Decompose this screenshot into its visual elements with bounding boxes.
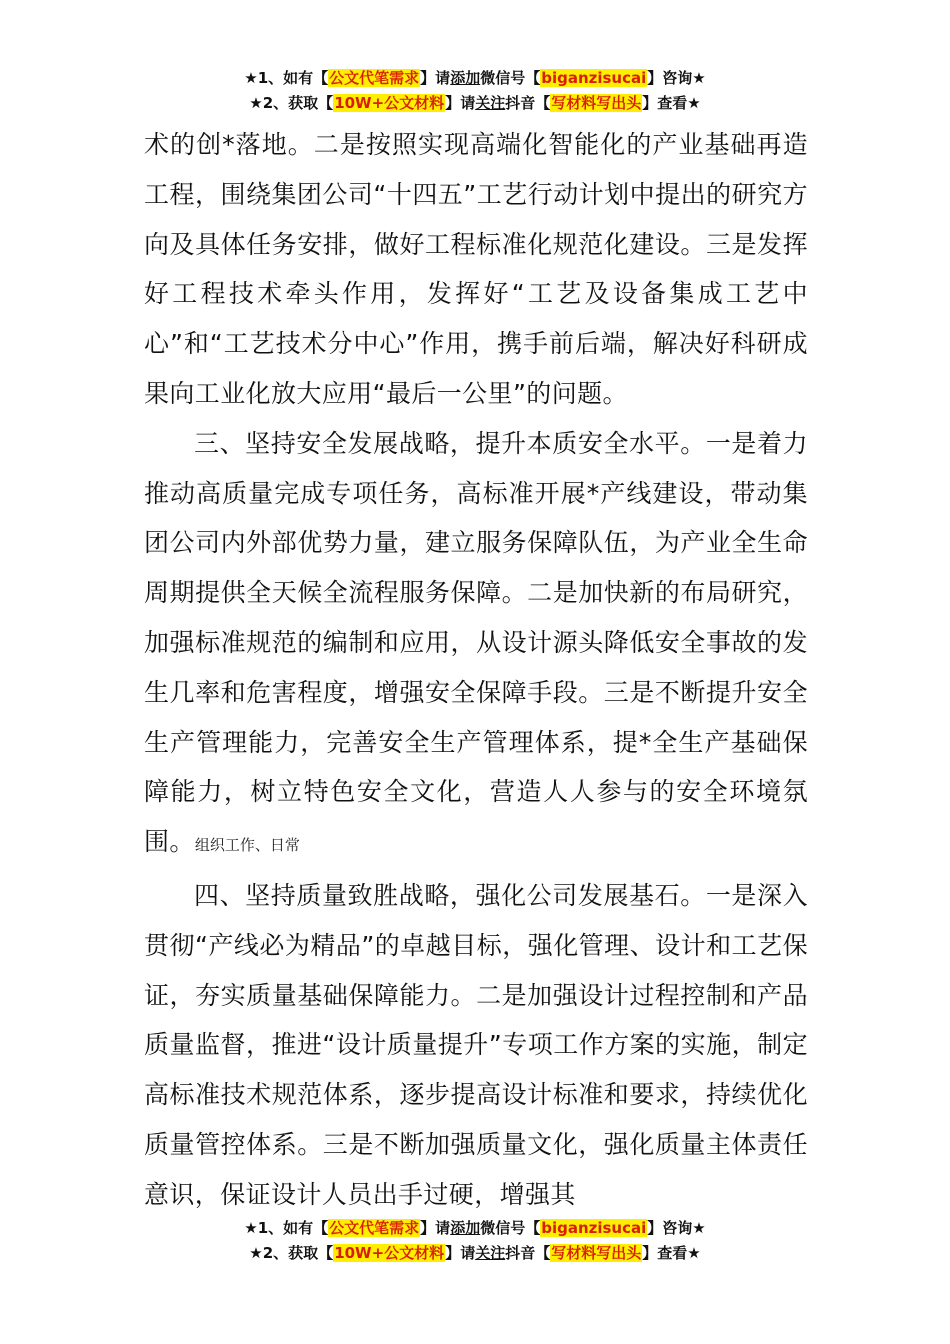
banner-underlined-text: 添加	[450, 1219, 481, 1237]
paragraph-continuation: 术的创*落地。二是按照实现高端化智能化的产业基础再造工程，围绕集团公司“十四五”工艺行动计划中提出的研究方向及具体任务安排，做好工程标准化规范化建设。三是发挥好工程技术牵头作用，发挥好“工艺及设备集成工艺中心”和“工艺技术分中心”作用，携手前后端，解决好科研成果向工业化放大应用“最后一公里”的问题。	[144, 130, 808, 408]
banner-underlined-text: 关注	[475, 94, 506, 112]
banner-line-2	[0, 1241, 950, 1266]
banner-text: ★2、获取【	[249, 1244, 334, 1262]
banner-text: 微信号【	[480, 1219, 541, 1237]
banner-text: 微信号【	[480, 69, 541, 87]
banner-text: ★1、如有【	[244, 1219, 329, 1237]
paragraph-safety-text: 三、坚持安全发展战略，提升本质安全水平。一是着力推动高质量完成专项任务，高标准开展*产线建设，带动集团公司内外部优势力量，建立服务保障队伍，为产业全生命周期提供全天候全流程服务保障。二是加快新的布局研究，加强标准规范的编制和应用，从设计源头降低安全事故的发生几率和危害程度，增强安全保障手段。三是不断提升安全生产管理能力，完善安全生产管理体系，提*全生产基础保障能力，树立特色安全文化，营造人人参与的安全环境氛围。	[144, 428, 808, 857]
banner-line-1	[0, 1216, 950, 1241]
highlight-douyin-account: 写材料写出头	[551, 1244, 642, 1262]
highlight-douyin-account: 写材料写出头	[551, 94, 642, 112]
banner-text: ★2、获取【	[249, 94, 334, 112]
paragraph-safety	[144, 419, 808, 871]
highlight-service: 公文代笔需求	[329, 1219, 420, 1237]
banner-text: 】咨询★	[647, 69, 706, 87]
banner-text: 】请	[445, 1244, 476, 1262]
header-banner	[0, 66, 950, 116]
highlight-service: 公文代笔需求	[329, 69, 420, 87]
highlight-materials: 10W+公文材料	[334, 94, 445, 112]
document-body	[144, 120, 808, 1220]
banner-text: 】请	[445, 94, 476, 112]
banner-text: 】咨询★	[647, 1219, 706, 1237]
banner-line-2	[0, 91, 950, 116]
banner-text: 抖音【	[505, 1244, 551, 1262]
banner-text: 】查看★	[642, 94, 701, 112]
banner-text: ★1、如有【	[244, 69, 329, 87]
banner-underlined-text: 添加	[450, 69, 481, 87]
banner-text: 】请	[420, 69, 451, 87]
highlight-wechat-id: biganzisucai	[541, 1219, 647, 1237]
banner-text: 】请	[420, 1219, 451, 1237]
inline-note: 组织工作、日常	[194, 836, 300, 855]
paragraph-quality: 四、坚持质量致胜战略，强化公司发展基石。一是深入贯彻“产线必为精品”的卓越目标，强化管理、设计和工艺保证，夯实质量基础保障能力。二是加强设计过程控制和产品质量监督，推进“设计质量提升”专项工作方案的实施，制定高标准技术规范体系，逐步提高设计标准和要求，持续优化质量管控体系。三是不断加强质量文化，强化质量主体责任意识，保证设计人员出手过硬，增强其	[144, 880, 808, 1209]
banner-underlined-text: 关注	[475, 1244, 506, 1262]
footer-banner	[0, 1216, 950, 1266]
highlight-materials: 10W+公文材料	[334, 1244, 445, 1262]
highlight-wechat-id: biganzisucai	[541, 69, 647, 87]
banner-line-1	[0, 66, 950, 91]
banner-text: 】查看★	[642, 1244, 701, 1262]
banner-text: 抖音【	[505, 94, 551, 112]
